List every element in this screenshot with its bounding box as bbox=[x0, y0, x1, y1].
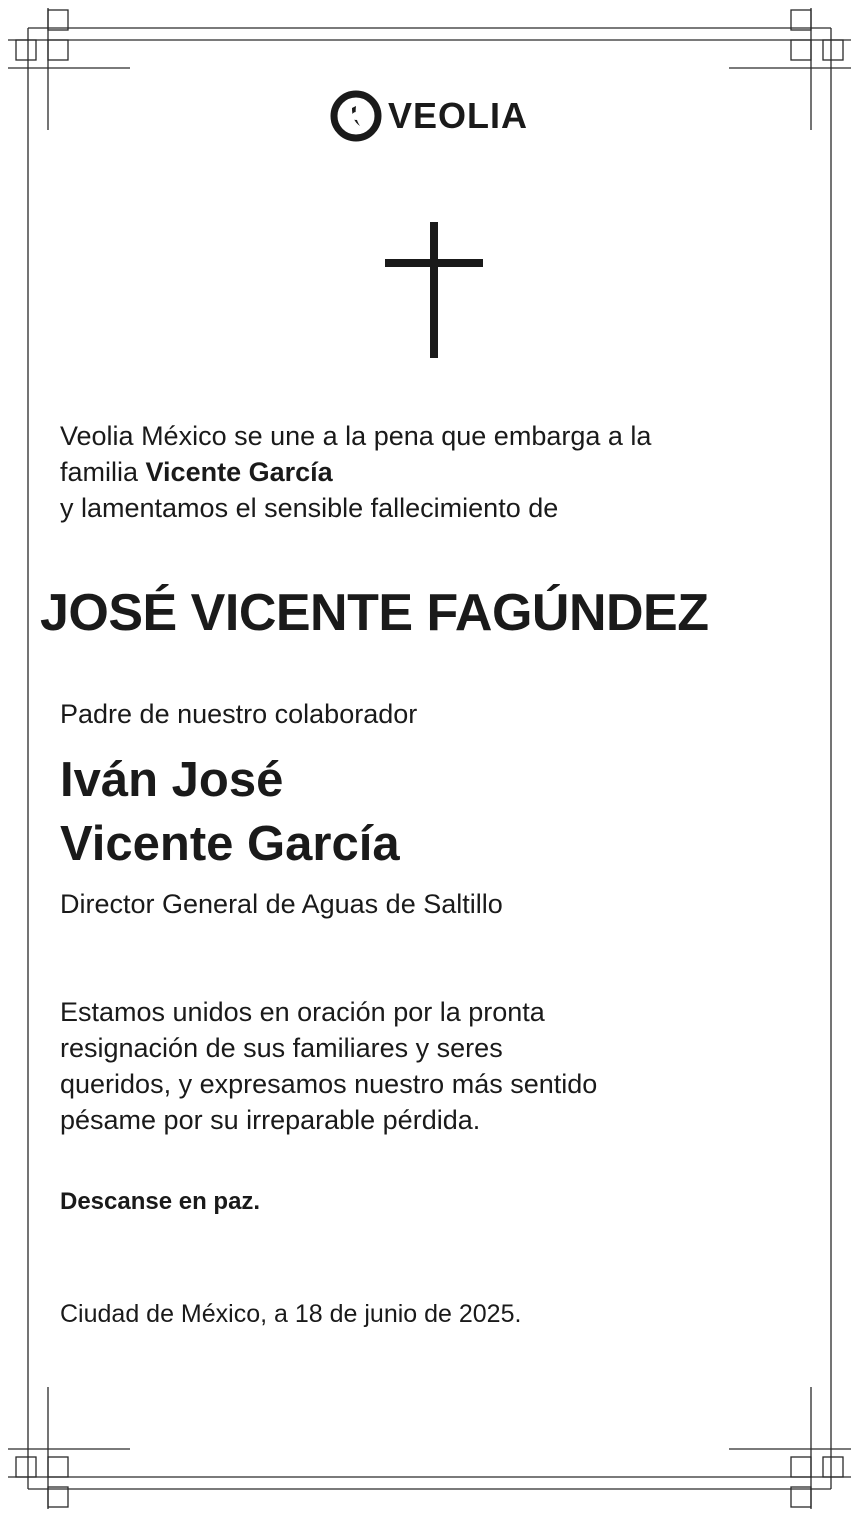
corner-ornament-icon bbox=[16, 1457, 68, 1507]
condolence-message bbox=[60, 994, 800, 1138]
veolia-logo-icon bbox=[330, 90, 382, 142]
corner-ornament-icon bbox=[16, 10, 68, 60]
relation-text: Padre de nuestro colaborador bbox=[60, 699, 418, 729]
intro-text bbox=[60, 418, 800, 526]
corner-ornament-icon bbox=[791, 1457, 843, 1507]
closing-text: Descanse en paz. bbox=[60, 1188, 261, 1215]
place-date: Ciudad de México, a 18 de junio de 2025. bbox=[60, 1300, 522, 1328]
message-line-1: Estamos unidos en oración por la pronta bbox=[60, 997, 545, 1027]
intro-line-3: y lamentamos el sensible fallecimiento de bbox=[60, 493, 559, 523]
collaborator-name-line-1: Iván José bbox=[60, 753, 284, 807]
intro-line-1: Veolia México se une a la pena que embarga a la bbox=[60, 421, 652, 451]
cross-icon bbox=[385, 222, 485, 358]
collaborator-role: Director General de Aguas de Saltillo bbox=[60, 889, 503, 919]
intro-line-2 bbox=[60, 454, 800, 490]
collaborator-name-line-2: Vicente García bbox=[60, 817, 400, 871]
brand-name: VEOLIA bbox=[388, 95, 529, 136]
veolia-logo bbox=[330, 88, 528, 144]
collaborator-name bbox=[60, 748, 859, 876]
family-name: Vicente García bbox=[145, 457, 333, 487]
message-line-2: resignación de sus familiares y seres bbox=[60, 1033, 503, 1063]
intro-family-prefix: familia bbox=[60, 457, 146, 487]
message-line-4: pésame por su irreparable pérdida. bbox=[60, 1105, 481, 1135]
deceased-name: JOSÉ VICENTE FAGÚNDEZ bbox=[40, 584, 709, 642]
message-line-3: queridos, y expresamos nuestro más sentido bbox=[60, 1069, 598, 1099]
corner-ornament-icon bbox=[791, 10, 843, 60]
